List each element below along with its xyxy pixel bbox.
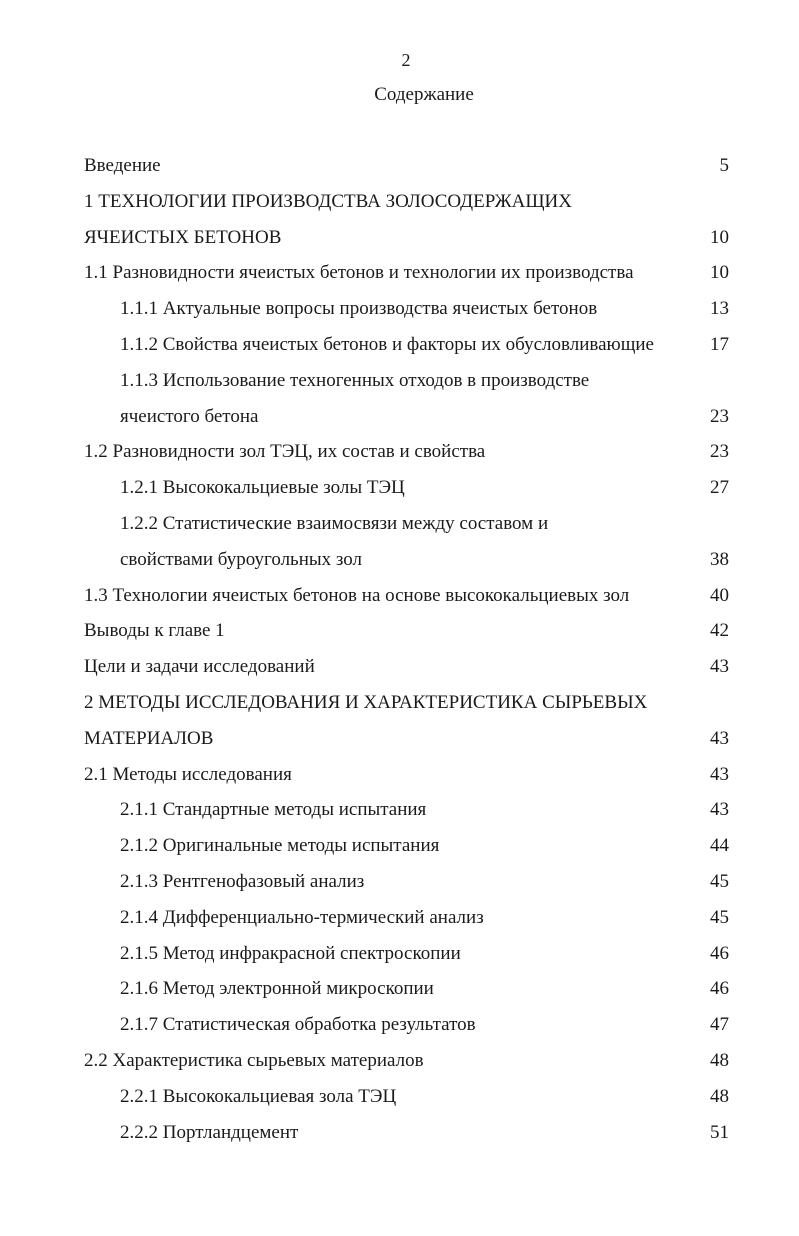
toc-entry (0, 220, 799, 256)
toc-entry-text: ячеистого бетона (120, 405, 259, 427)
toc-entry (0, 900, 799, 936)
toc-entry (0, 291, 799, 327)
toc-entry-text: 2 МЕТОДЫ ИССЛЕДОВАНИЯ И ХАРАКТЕРИСТИКА СЫРЬЕВЫХ (84, 691, 648, 713)
toc-entry-page: 45 (710, 870, 729, 892)
toc-entry-text: 1.1.3 Использование техногенных отходов в производстве (120, 369, 590, 391)
toc-entry-text: свойствами буроугольных зол (120, 548, 363, 570)
toc-entry (0, 506, 799, 542)
toc-entry (0, 1079, 799, 1115)
toc-entry (0, 971, 799, 1007)
toc-entry-text: 1.1.1 Актуальные вопросы производства ячеистых бетонов (120, 298, 598, 320)
toc-entry (0, 327, 799, 363)
toc-entry-page: 43 (710, 799, 729, 821)
toc-entry-text: Выводы к главе 1 (84, 620, 225, 642)
toc-entry-text: 1.1.2 Свойства ячеистых бетонов и факторы их обусловливающие (120, 333, 654, 355)
toc-title: Содержание (374, 84, 474, 105)
toc-entry-text: 2.1.3 Рентгенофазовый анализ (120, 870, 365, 892)
toc-entry (0, 1007, 799, 1043)
toc-entry (0, 470, 799, 506)
toc-entry-text: 2.2.1 Высококальциевая зола ТЭЦ (120, 1085, 397, 1107)
toc-entry (0, 399, 799, 435)
toc-entry-text: МАТЕРИАЛОВ (84, 727, 214, 749)
toc-entry-page: 40 (710, 584, 729, 606)
toc-entry (0, 613, 799, 649)
toc-entry-text: 2.1.4 Дифференциально-термический анализ (120, 906, 484, 928)
toc-entry-page: 10 (710, 226, 729, 248)
table-of-contents (0, 148, 799, 1150)
toc-entry (0, 828, 799, 864)
toc-entry-page: 45 (710, 906, 729, 928)
toc-entry (0, 542, 799, 578)
toc-entry-page: 23 (710, 405, 729, 427)
toc-entry (0, 685, 799, 721)
toc-entry-page: 43 (710, 656, 729, 678)
toc-entry (0, 721, 799, 757)
toc-entry-text: 2.1.7 Статистическая обработка результатов (120, 1014, 476, 1036)
toc-entry-text: 2.1.5 Метод инфракрасной спектроскопии (120, 942, 461, 964)
toc-entry-page: 48 (710, 1085, 729, 1107)
toc-entry-page: 38 (710, 548, 729, 570)
toc-entry-page: 46 (710, 978, 729, 1000)
toc-entry-page: 23 (710, 441, 729, 463)
toc-entry-text: Цели и задачи исследований (84, 656, 315, 678)
toc-entry-text: 1.2.2 Статистические взаимосвязи между составом и (120, 512, 549, 534)
toc-entry (0, 184, 799, 220)
toc-entry-page: 47 (710, 1014, 729, 1036)
toc-entry (0, 792, 799, 828)
toc-entry-page: 10 (710, 262, 729, 284)
toc-entry-text: ЯЧЕИСТЫХ БЕТОНОВ (84, 226, 282, 248)
toc-entry-text: 2.1 Методы исследования (84, 763, 292, 785)
toc-entry (0, 864, 799, 900)
toc-entry (0, 148, 799, 184)
toc-entry (0, 363, 799, 399)
toc-entry-page: 46 (710, 942, 729, 964)
toc-entry-text: 1.2 Разновидности зол ТЭЦ, их состав и свойства (84, 441, 486, 463)
toc-entry-page: 17 (710, 333, 729, 355)
toc-entry-text: 2.2 Характеристика сырьевых материалов (84, 1049, 424, 1071)
toc-entry-page: 13 (710, 298, 729, 320)
toc-entry-text: 2.1.2 Оригинальные методы испытания (120, 835, 440, 857)
page-number: 2 (401, 50, 411, 70)
toc-entry-text: 1 ТЕХНОЛОГИИ ПРОИЗВОДСТВА ЗОЛОСОДЕРЖАЩИХ (84, 190, 572, 212)
toc-entry-page: 51 (710, 1121, 729, 1143)
toc-entry-text: 1.2.1 Высококальциевые золы ТЭЦ (120, 477, 405, 499)
toc-entry-page: 48 (710, 1049, 729, 1071)
toc-entry-text: 2.2.2 Портландцемент (120, 1121, 299, 1143)
toc-entry (0, 936, 799, 972)
toc-entry-page: 42 (710, 620, 729, 642)
toc-entry (0, 434, 799, 470)
toc-entry (0, 1043, 799, 1079)
toc-entry-text: 2.1.1 Стандартные методы испытания (120, 799, 427, 821)
toc-entry-page: 43 (710, 727, 729, 749)
toc-entry (0, 578, 799, 614)
toc-entry (0, 757, 799, 793)
toc-entry-text: 2.1.6 Метод электронной микроскопии (120, 978, 434, 1000)
toc-entry-text: 1.1 Разновидности ячеистых бетонов и технологии их производства (84, 262, 634, 284)
toc-entry-page: 27 (710, 477, 729, 499)
toc-entry-text: Введение (84, 155, 161, 176)
toc-entry-page: 44 (710, 835, 729, 857)
toc-entry (0, 1115, 799, 1151)
toc-entry (0, 649, 799, 685)
toc-entry-text: 1.3 Технологии ячеистых бетонов на основе высококальциевых зол (84, 584, 630, 606)
toc-entry-page: 43 (710, 763, 729, 785)
toc-entry-page: 5 (719, 155, 729, 176)
toc-entry (0, 255, 799, 291)
